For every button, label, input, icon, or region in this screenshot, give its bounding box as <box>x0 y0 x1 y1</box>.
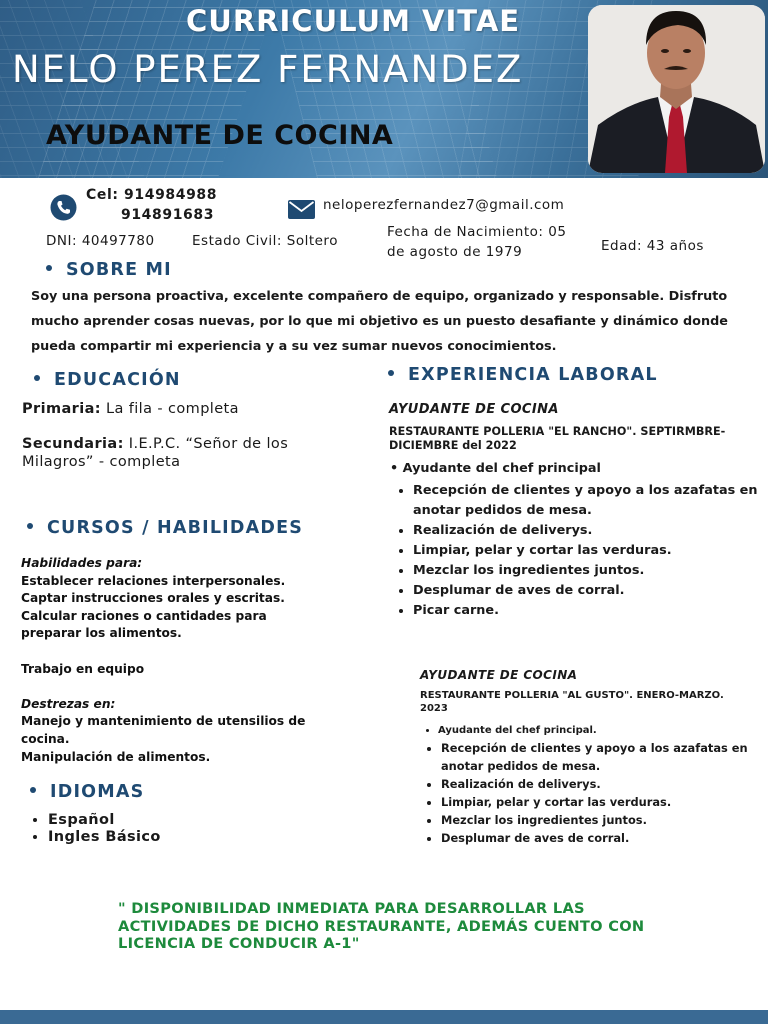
language-item: • Ingles Básico <box>48 829 161 846</box>
about-paragraph: Soy una persona proactiva, excelente compañero de equipo, organizado y responsable. Disfruto mucho aprender cosas nuevas, por lo que mi objetivo es un puesto desafiante y dinámico donde pueda compartir mi experiencia y a su vez sumar nuevos conocimientos. <box>31 289 728 354</box>
job-title: AYUDANTE DE COCINA <box>420 668 578 682</box>
job-main-duty: • Ayudante del chef principal. <box>438 724 768 738</box>
job-place: RESTAURANTE POLLERIA "AL GUSTO". ENERO-MARZO. 2023 <box>420 690 724 714</box>
section-heading-educacion: EDUCACIÓN <box>34 370 181 390</box>
secondary-value: I.E.P.C. “Señor de los Milagros” - completa <box>22 436 289 470</box>
phone-number-1: Cel: 914984988 <box>86 187 218 203</box>
dni-field: DNI: 40497780 <box>46 233 155 249</box>
section-heading-cursos: CURSOS / HABILIDADES <box>27 518 303 538</box>
teamwork-item: Trabajo en equipo <box>21 661 145 676</box>
skills-block <box>21 555 326 766</box>
job-task-list <box>423 739 768 847</box>
primary-value: La fila - completa <box>100 401 239 417</box>
skill-item: Establecer relaciones interpersonales. <box>21 573 286 588</box>
job-task: • Desplumar de aves de corral. <box>413 581 768 601</box>
candidate-name: NELO PEREZ FERNANDEZ <box>12 48 524 91</box>
age-field: Edad: 43 años <box>601 238 704 254</box>
job-task: • Desplumar de aves de corral. <box>441 829 768 847</box>
header-banner <box>0 0 768 178</box>
language-item: • Español <box>48 812 161 829</box>
job-role: AYUDANTE DE COCINA <box>46 120 394 151</box>
job-task-list <box>395 481 768 621</box>
job-main-duty: • Ayudante del chef principal <box>390 461 601 476</box>
job-task: • Recepción de clientes y apoyo a los azafatas en anotar pedidos de mesa. <box>441 739 768 775</box>
civil-status-field: Estado Civil: Soltero <box>192 233 338 249</box>
phone-number-2: 914891683 <box>121 207 215 223</box>
mail-icon <box>288 200 315 219</box>
job-task: • Picar carne. <box>413 601 768 621</box>
job-task: • Limpiar, pelar y cortar las verduras. <box>413 541 768 561</box>
profile-photo <box>588 5 765 173</box>
birth-date-field: Fecha de Nacimiento: 05 de agosto de 1979 <box>387 224 567 260</box>
availability-statement: " DISPONIBILIDAD INMEDIATA PARA DESARROLLAR LAS ACTIVIDADES DE DICHO RESTAURANTE, ADEMÁS CUENTO CON LICENCIA DE CONDUCIR A-1" <box>118 900 645 952</box>
job-task: • Realización de deliverys. <box>413 521 768 541</box>
job-task: • Mezclar los ingredientes juntos. <box>413 561 768 581</box>
section-heading-sobre-mi: SOBRE MI <box>46 260 172 280</box>
section-heading-idiomas: IDIOMAS <box>30 782 144 802</box>
education-secondary <box>22 435 312 471</box>
phone-icon <box>50 194 77 221</box>
job-title: AYUDANTE DE COCINA <box>389 402 559 417</box>
footer-bar <box>0 1010 768 1024</box>
bullet-icon <box>27 523 33 529</box>
ability-item: Manejo y mantenimiento de utensilios de cocina. <box>21 714 306 746</box>
secondary-label: Secundaria: <box>22 436 124 452</box>
job-task: • Mezclar los ingredientes juntos. <box>441 811 768 829</box>
bullet-icon <box>34 375 40 381</box>
languages-list <box>30 812 161 846</box>
skill-item: Calcular raciones o cantidades para preparar los alimentos. <box>21 608 267 641</box>
education-primary <box>22 400 239 418</box>
bullet-icon <box>46 265 52 271</box>
email-address[interactable]: neloperezfernandez7@gmail.com <box>323 197 565 213</box>
ability-item: Manipulación de alimentos. <box>21 749 211 764</box>
bullet-icon <box>30 787 36 793</box>
skills-subtitle: Habilidades para: <box>21 556 143 570</box>
job-place: RESTAURANTE POLLERIA "EL RANCHO". SEPTIRMBRE-DICIEMBRE del 2022 <box>389 425 726 452</box>
job-task: • Recepción de clientes y apoyo a los azafatas en anotar pedidos de mesa. <box>413 481 768 521</box>
job-task-list <box>420 724 768 738</box>
job-task: • Limpiar, pelar y cortar las verduras. <box>441 793 768 811</box>
document-title: CURRICULUM VITAE <box>186 4 521 38</box>
section-heading-experiencia: EXPERIENCIA LABORAL <box>388 365 658 385</box>
abilities-subtitle: Destrezas en: <box>21 696 116 711</box>
skill-item: Captar instrucciones orales y escritas. <box>21 591 285 606</box>
job-task: • Realización de deliverys. <box>441 775 768 793</box>
primary-label: Primaria: <box>22 401 101 417</box>
bullet-icon <box>388 370 394 376</box>
